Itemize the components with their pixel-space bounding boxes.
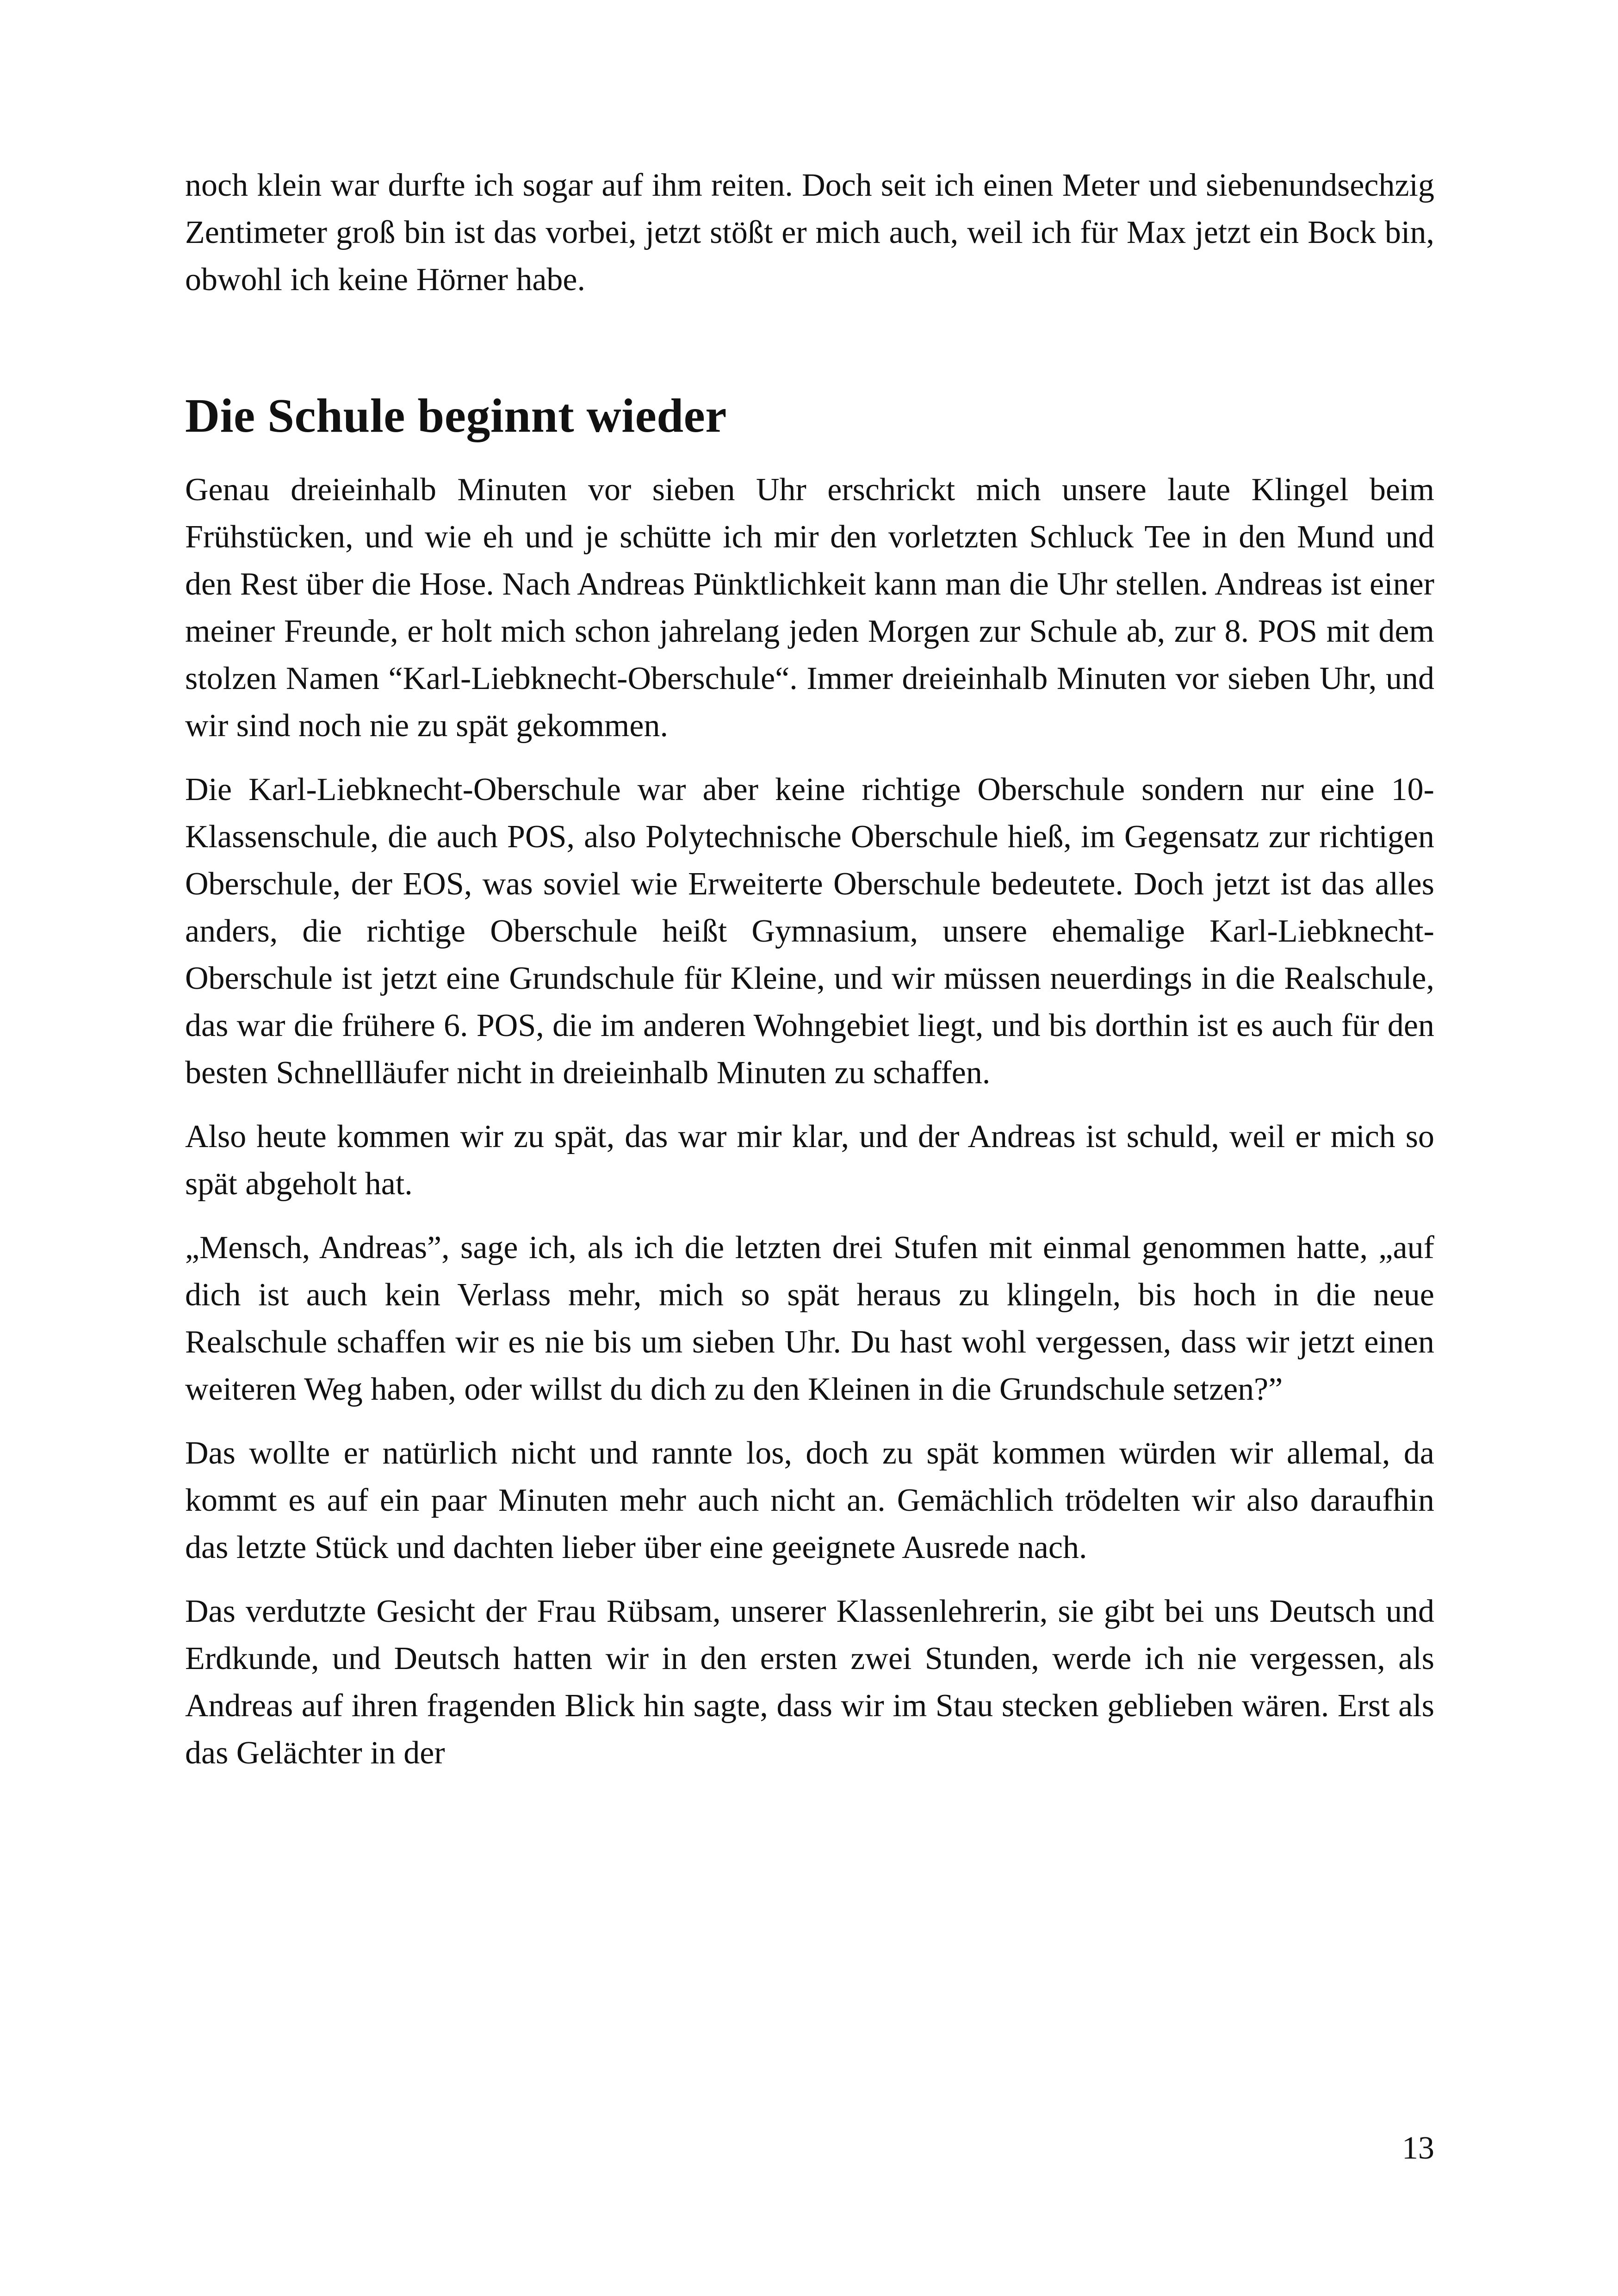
paragraph-4: „Mensch, Andreas”, sage ich, als ich die letzten drei Stufen mit einmal genommen hatte, „auf dich ist auch kein Verlass mehr, mich so spät heraus zu klingeln, bis hoch in die neue Realschule schaffen wir es nie bis um sieben Uhr. Du hast wohl vergessen, dass wir jetzt einen weiteren Weg haben, oder willst du dich zu den Kleinen in die Grundschule setzen?” [185,1230,1434,1407]
book-page [185,162,1434,1793]
paragraph-1: Genau dreieinhalb Minuten vor sieben Uhr erschrickt mich unsere laute Klingel beim Frühstücken, und wie eh und je schütte ich mir den vorletzten Schluck Tee in den Mund und den Rest über die Hose. Nach Andreas Pünktlichkeit kann man die Uhr stellen. Andreas ist einer meiner Freunde, er holt mich schon jahrelang jeden Morgen zur Schule ab, zur 8. POS mit dem stolzen Namen “Karl-Liebknecht-Oberschule“. Immer dreieinhalb Minuten vor sieben Uhr, und wir sind noch nie zu spät gekommen. [185,472,1434,744]
section-title: Die Schule beginnt wieder [185,389,727,442]
intro-paragraph: noch klein war durfte ich sogar auf ihm reiten. Doch seit ich einen Meter und siebenundsechzig Zentimeter groß bin ist das vorbei, jetzt stößt er mich auch, weil ich für Max jetzt ein Bock bin, obwohl ich keine Hörner habe. [185,168,1434,298]
page-number: 13 [1402,2130,1434,2166]
paragraph-6: Das verdutzte Gesicht der Frau Rübsam, unserer Klassenlehrerin, sie gibt bei uns Deutsch und Erdkunde, und Deutsch hatten wir in den ersten zwei Stunden, werde ich nie vergessen, als Andreas auf ihren fragenden Blick hin sagte, dass wir im Stau stecken geblieben wären. Erst als das Gelächter in der [185,1594,1434,1771]
paragraph-2: Die Karl-Liebknecht-Oberschule war aber keine richtige Oberschule sondern nur eine 10-Klassenschule, die auch POS, also Polytechnische Oberschule hieß, im Gegensatz zur richtigen Oberschule, der EOS, was soviel wie Erweiterte Oberschule bedeutete. Doch jetzt ist das alles anders, die richtige Oberschule heißt Gymnasium, unsere ehemalige Karl-Liebknecht-Oberschule ist jetzt eine Grundschule für Kleine, und wir müssen neuerdings in die Realschule, das war die frühere 6. POS, die im anderen Wohngebiet liegt, und bis dorthin ist es auch für den besten Schnellläufer nicht in dreieinhalb Minuten zu schaffen. [185,772,1434,1091]
paragraph-5: Das wollte er natürlich nicht und rannte los, doch zu spät kommen würden wir allemal, da kommt es auf ein paar Minuten mehr auch nicht an. Gemächlich trödelten wir also daraufhin das letzte Stück und dachten lieber über eine geeignete Ausrede nach. [185,1435,1434,1565]
paragraph-3: Also heute kommen wir zu spät, das war mir klar, und der Andreas ist schuld, weil er mich so spät abgeholt hat. [185,1119,1434,1202]
